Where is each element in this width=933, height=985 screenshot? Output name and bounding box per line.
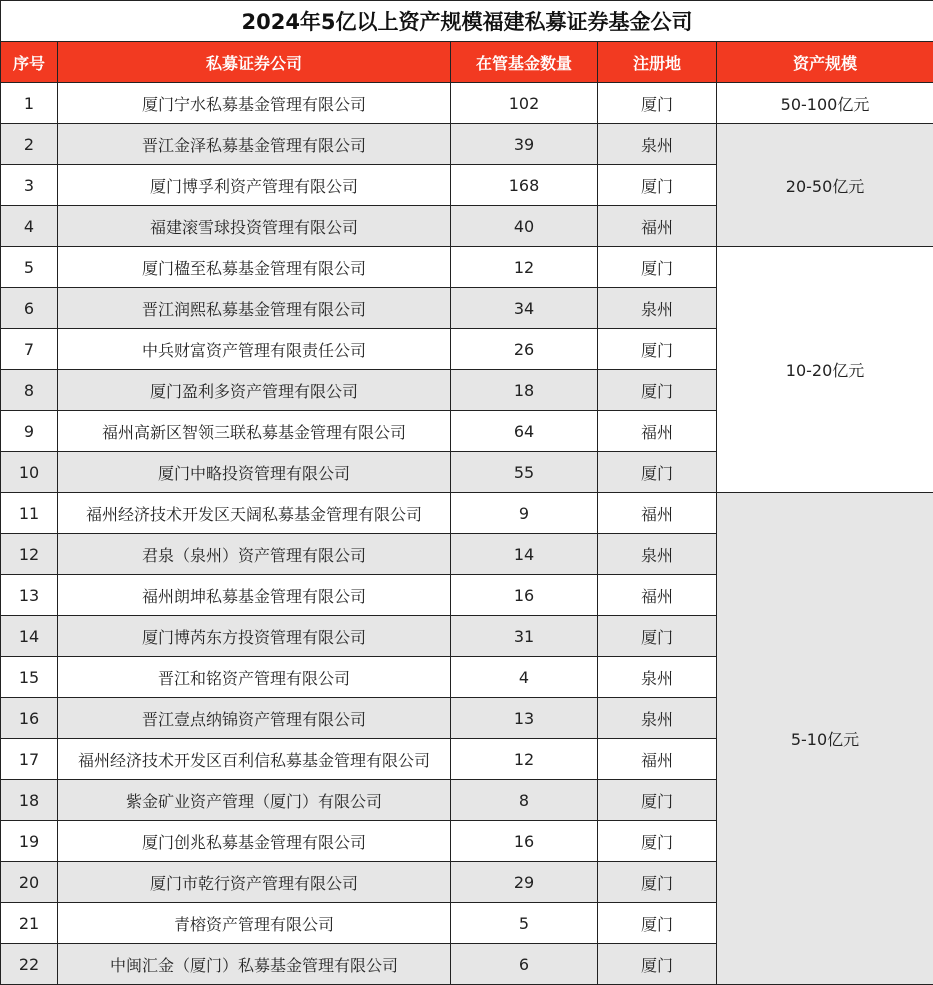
- row-number: 14: [1, 616, 58, 657]
- registered-location: 厦门: [598, 329, 717, 370]
- table-title: 2024年5亿以上资产规模福建私募证券基金公司: [1, 1, 933, 42]
- company-name: 君泉（泉州）资产管理有限公司: [58, 534, 451, 575]
- row-number: 10: [1, 452, 58, 493]
- company-name: 晋江和铭资产管理有限公司: [58, 657, 451, 698]
- row-number: 18: [1, 780, 58, 821]
- asset-scale: 5-10亿元: [717, 493, 933, 985]
- fund-count: 55: [451, 452, 598, 493]
- fund-count: 12: [451, 247, 598, 288]
- registered-location: 厦门: [598, 821, 717, 862]
- registered-location: 厦门: [598, 944, 717, 985]
- registered-location: 泉州: [598, 657, 717, 698]
- table-row: [1, 493, 933, 534]
- fund-count: 64: [451, 411, 598, 452]
- registered-location: 福州: [598, 206, 717, 247]
- registered-location: 厦门: [598, 83, 717, 124]
- registered-location: 泉州: [598, 534, 717, 575]
- company-name: 福州朗坤私募基金管理有限公司: [58, 575, 451, 616]
- company-name: 厦门市乾行资产管理有限公司: [58, 862, 451, 903]
- fund-count: 13: [451, 698, 598, 739]
- fund-count: 29: [451, 862, 598, 903]
- registered-location: 福州: [598, 411, 717, 452]
- row-number: 1: [1, 83, 58, 124]
- fund-count: 39: [451, 124, 598, 165]
- company-name: 厦门宁水私募基金管理有限公司: [58, 83, 451, 124]
- header-company: 私募证券公司: [58, 42, 451, 83]
- row-number: 2: [1, 124, 58, 165]
- row-number: 22: [1, 944, 58, 985]
- row-number: 8: [1, 370, 58, 411]
- table-row: [1, 83, 933, 124]
- fund-count: 8: [451, 780, 598, 821]
- row-number: 6: [1, 288, 58, 329]
- registered-location: 泉州: [598, 288, 717, 329]
- fund-count: 12: [451, 739, 598, 780]
- row-number: 11: [1, 493, 58, 534]
- company-name: 厦门盈利多资产管理有限公司: [58, 370, 451, 411]
- registered-location: 厦门: [598, 862, 717, 903]
- fund-count: 168: [451, 165, 598, 206]
- fund-count: 14: [451, 534, 598, 575]
- row-number: 20: [1, 862, 58, 903]
- registered-location: 厦门: [598, 452, 717, 493]
- registered-location: 泉州: [598, 124, 717, 165]
- company-name: 厦门博孚利资产管理有限公司: [58, 165, 451, 206]
- fund-count: 4: [451, 657, 598, 698]
- registered-location: 厦门: [598, 616, 717, 657]
- fund-count: 34: [451, 288, 598, 329]
- registered-location: 福州: [598, 575, 717, 616]
- registered-location: 厦门: [598, 370, 717, 411]
- registered-location: 厦门: [598, 903, 717, 944]
- registered-location: 厦门: [598, 165, 717, 206]
- row-number: 5: [1, 247, 58, 288]
- company-name: 晋江金泽私募基金管理有限公司: [58, 124, 451, 165]
- asset-scale: 50-100亿元: [717, 83, 933, 124]
- fund-count: 31: [451, 616, 598, 657]
- company-name: 紫金矿业资产管理（厦门）有限公司: [58, 780, 451, 821]
- row-number: 4: [1, 206, 58, 247]
- company-name: 厦门楹至私募基金管理有限公司: [58, 247, 451, 288]
- company-name: 青榕资产管理有限公司: [58, 903, 451, 944]
- fund-count: 6: [451, 944, 598, 985]
- registered-location: 厦门: [598, 780, 717, 821]
- company-name: 福建滚雪球投资管理有限公司: [58, 206, 451, 247]
- company-name: 福州经济技术开发区百利信私募基金管理有限公司: [58, 739, 451, 780]
- registered-location: 厦门: [598, 247, 717, 288]
- row-number: 7: [1, 329, 58, 370]
- fund-count: 9: [451, 493, 598, 534]
- row-number: 19: [1, 821, 58, 862]
- fund-count: 16: [451, 575, 598, 616]
- row-number: 21: [1, 903, 58, 944]
- company-name: 厦门博芮东方投资管理有限公司: [58, 616, 451, 657]
- company-name: 晋江润熙私募基金管理有限公司: [58, 288, 451, 329]
- asset-scale: 20-50亿元: [717, 124, 933, 247]
- company-name: 福州经济技术开发区天阔私募基金管理有限公司: [58, 493, 451, 534]
- company-name: 厦门中略投资管理有限公司: [58, 452, 451, 493]
- table-row: [1, 124, 933, 165]
- row-number: 3: [1, 165, 58, 206]
- row-number: 13: [1, 575, 58, 616]
- registered-location: 福州: [598, 739, 717, 780]
- company-name: 晋江壹点纳锦资产管理有限公司: [58, 698, 451, 739]
- company-name: 中兵财富资产管理有限责任公司: [58, 329, 451, 370]
- row-number: 12: [1, 534, 58, 575]
- row-number: 16: [1, 698, 58, 739]
- row-number: 9: [1, 411, 58, 452]
- registered-location: 泉州: [598, 698, 717, 739]
- company-name: 厦门创兆私募基金管理有限公司: [58, 821, 451, 862]
- fund-count: 18: [451, 370, 598, 411]
- header-row: [1, 42, 933, 83]
- fund-count: 5: [451, 903, 598, 944]
- row-number: 15: [1, 657, 58, 698]
- fund-count: 102: [451, 83, 598, 124]
- header-fund-count: 在管基金数量: [451, 42, 598, 83]
- fund-count: 26: [451, 329, 598, 370]
- company-name: 福州高新区智领三联私募基金管理有限公司: [58, 411, 451, 452]
- fund-count: 16: [451, 821, 598, 862]
- header-location: 注册地: [598, 42, 717, 83]
- asset-scale: 10-20亿元: [717, 247, 933, 493]
- company-name: 中闽汇金（厦门）私募基金管理有限公司: [58, 944, 451, 985]
- registered-location: 福州: [598, 493, 717, 534]
- table-row: [1, 247, 933, 288]
- row-number: 17: [1, 739, 58, 780]
- fund-count: 40: [451, 206, 598, 247]
- header-asset-scale: 资产规模: [717, 42, 933, 83]
- header-no: 序号: [1, 42, 58, 83]
